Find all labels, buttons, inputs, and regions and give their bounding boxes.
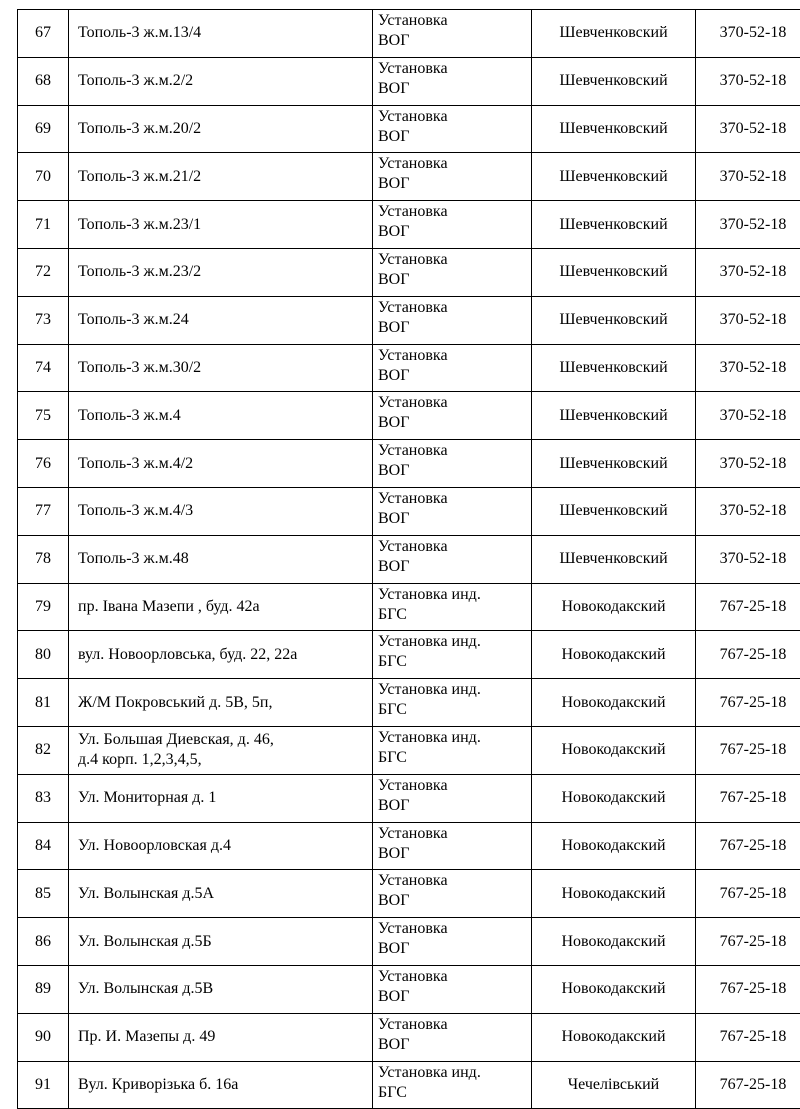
service-type-line: ВОГ	[378, 1035, 531, 1055]
phone-cell: 370-52-18	[696, 487, 800, 535]
address-cell: Ул. Волынская д.5В	[69, 965, 373, 1013]
address-cell: пр. Івана Мазепи , буд. 42а	[69, 583, 373, 631]
row-number: 75	[18, 392, 69, 440]
phone-cell: 370-52-18	[696, 201, 800, 249]
row-number: 84	[18, 822, 69, 870]
service-type-line: Установка	[378, 250, 531, 270]
district-cell: Шевченковский	[532, 105, 696, 153]
address-cell: Ул. Волынская д.5А	[69, 870, 373, 918]
address-cell: Тополь-3 ж.м.23/2	[69, 248, 373, 296]
service-type-line: Установка	[378, 59, 531, 79]
service-type-cell	[373, 679, 532, 727]
service-type-line: ВОГ	[378, 987, 531, 1007]
table-row	[18, 248, 800, 296]
service-type-line: ВОГ	[378, 366, 531, 386]
row-number: 77	[18, 487, 69, 535]
table-row	[18, 631, 800, 679]
service-type-line: ВОГ	[378, 557, 531, 577]
row-number: 80	[18, 631, 69, 679]
phone-cell: 767-25-18	[696, 1061, 800, 1109]
phone-cell: 370-52-18	[696, 248, 800, 296]
service-type-cell	[373, 535, 532, 583]
service-type-line: Установка	[378, 824, 531, 844]
district-cell: Шевченковский	[532, 248, 696, 296]
district-cell: Новокодакский	[532, 822, 696, 870]
service-type-line: Установка	[378, 107, 531, 127]
table-row	[18, 535, 800, 583]
service-type-line: БГС	[378, 1083, 531, 1103]
phone-cell: 370-52-18	[696, 57, 800, 105]
district-cell: Новокодакский	[532, 965, 696, 1013]
service-type-line: Установка инд.	[378, 728, 531, 748]
district-cell: Шевченковский	[532, 535, 696, 583]
row-number: 85	[18, 870, 69, 918]
row-number: 86	[18, 918, 69, 966]
service-type-cell	[373, 201, 532, 249]
row-number: 69	[18, 105, 69, 153]
row-number: 78	[18, 535, 69, 583]
table-row	[18, 440, 800, 488]
table-row	[18, 583, 800, 631]
address-cell: Тополь-3 ж.м.21/2	[69, 153, 373, 201]
row-number: 73	[18, 296, 69, 344]
service-type-line: ВОГ	[378, 509, 531, 529]
district-cell: Шевченковский	[532, 296, 696, 344]
table-row	[18, 57, 800, 105]
service-type-line: ВОГ	[378, 891, 531, 911]
service-type-cell	[373, 1013, 532, 1061]
address-cell: Тополь-3 ж.м.23/1	[69, 201, 373, 249]
address-cell: Тополь-3 ж.м.4/2	[69, 440, 373, 488]
phone-cell: 767-25-18	[696, 774, 800, 822]
phone-cell: 370-52-18	[696, 392, 800, 440]
service-type-cell	[373, 822, 532, 870]
service-type-cell	[373, 153, 532, 201]
table-row	[18, 822, 800, 870]
service-type-line: ВОГ	[378, 127, 531, 147]
service-type-line: Установка	[378, 154, 531, 174]
address-cell: Тополь-3 ж.м.13/4	[69, 10, 373, 58]
address-line: Ул. Большая Диевская, д. 46,	[78, 730, 372, 750]
table-row	[18, 1061, 800, 1109]
service-type-line: Установка	[378, 776, 531, 796]
service-type-line: ВОГ	[378, 796, 531, 816]
row-number: 81	[18, 679, 69, 727]
service-type-line: БГС	[378, 748, 531, 768]
row-number: 72	[18, 248, 69, 296]
phone-cell: 370-52-18	[696, 344, 800, 392]
service-type-line: Установка	[378, 489, 531, 509]
district-cell: Шевченковский	[532, 344, 696, 392]
address-cell: Тополь-3 ж.м.48	[69, 535, 373, 583]
district-cell: Новокодакский	[532, 726, 696, 774]
district-cell: Новокодакский	[532, 583, 696, 631]
service-type-line: Установка инд.	[378, 680, 531, 700]
district-cell: Шевченковский	[532, 392, 696, 440]
district-cell: Новокодакский	[532, 870, 696, 918]
table-row	[18, 774, 800, 822]
service-type-cell	[373, 918, 532, 966]
row-number: 74	[18, 344, 69, 392]
row-number: 67	[18, 10, 69, 58]
district-cell: Новокодакский	[532, 631, 696, 679]
district-cell: Шевченковский	[532, 57, 696, 105]
address-cell: Тополь-3 ж.м.4/3	[69, 487, 373, 535]
address-table	[17, 9, 800, 1109]
row-number: 76	[18, 440, 69, 488]
service-type-line: Установка	[378, 919, 531, 939]
service-type-line: Установка	[378, 202, 531, 222]
service-type-line: ВОГ	[378, 174, 531, 194]
service-type-line: Установка	[378, 1015, 531, 1035]
service-type-cell	[373, 726, 532, 774]
district-cell: Шевченковский	[532, 10, 696, 58]
service-type-cell	[373, 440, 532, 488]
service-type-line: Установка	[378, 537, 531, 557]
service-type-cell	[373, 631, 532, 679]
table-row	[18, 1013, 800, 1061]
service-type-cell	[373, 870, 532, 918]
address-cell: Ул. Новоорловская д.4	[69, 822, 373, 870]
address-cell: Тополь-3 ж.м.24	[69, 296, 373, 344]
service-type-line: ВОГ	[378, 844, 531, 864]
service-type-line: ВОГ	[378, 461, 531, 481]
table-row	[18, 296, 800, 344]
district-cell: Чечелівський	[532, 1061, 696, 1109]
row-number: 71	[18, 201, 69, 249]
service-type-line: Установка	[378, 441, 531, 461]
phone-cell: 767-25-18	[696, 870, 800, 918]
service-type-line: БГС	[378, 700, 531, 720]
row-number: 68	[18, 57, 69, 105]
table-row	[18, 105, 800, 153]
service-type-line: ВОГ	[378, 270, 531, 290]
service-type-line: БГС	[378, 605, 531, 625]
service-type-line: Установка	[378, 298, 531, 318]
service-type-line: БГС	[378, 652, 531, 672]
phone-cell: 370-52-18	[696, 535, 800, 583]
service-type-cell	[373, 296, 532, 344]
service-type-cell	[373, 392, 532, 440]
table-row	[18, 153, 800, 201]
address-cell: вул. Новоорловська, буд. 22, 22а	[69, 631, 373, 679]
row-number: 89	[18, 965, 69, 1013]
address-cell: Ж/М Покровський д. 5В, 5п,	[69, 679, 373, 727]
service-type-line: Установка инд.	[378, 585, 531, 605]
table-row	[18, 487, 800, 535]
service-type-cell	[373, 1061, 532, 1109]
district-cell: Новокодакский	[532, 774, 696, 822]
district-cell: Новокодакский	[532, 679, 696, 727]
table-row	[18, 918, 800, 966]
table-row	[18, 10, 800, 58]
phone-cell: 370-52-18	[696, 153, 800, 201]
district-cell: Шевченковский	[532, 487, 696, 535]
phone-cell: 370-52-18	[696, 105, 800, 153]
service-type-line: ВОГ	[378, 79, 531, 99]
service-type-line: Установка	[378, 11, 531, 31]
phone-cell: 370-52-18	[696, 440, 800, 488]
table-row	[18, 726, 800, 774]
phone-cell: 767-25-18	[696, 631, 800, 679]
address-cell: Тополь-3 ж.м.20/2	[69, 105, 373, 153]
phone-cell: 767-25-18	[696, 583, 800, 631]
address-cell: Вул. Криворізька б. 16а	[69, 1061, 373, 1109]
service-type-line: ВОГ	[378, 31, 531, 51]
phone-cell: 767-25-18	[696, 822, 800, 870]
service-type-cell	[373, 248, 532, 296]
service-type-cell	[373, 965, 532, 1013]
service-type-cell	[373, 583, 532, 631]
service-type-line: Установка инд.	[378, 1063, 531, 1083]
address-cell: Ул. Волынская д.5Б	[69, 918, 373, 966]
address-line: д.4 корп. 1,2,3,4,5,	[78, 750, 372, 770]
service-type-line: ВОГ	[378, 939, 531, 959]
district-cell: Новокодакский	[532, 918, 696, 966]
service-type-line: Установка	[378, 967, 531, 987]
phone-cell: 370-52-18	[696, 10, 800, 58]
phone-cell: 767-25-18	[696, 918, 800, 966]
table-row	[18, 344, 800, 392]
row-number: 90	[18, 1013, 69, 1061]
service-type-cell	[373, 57, 532, 105]
address-cell: Пр. И. Мазепы д. 49	[69, 1013, 373, 1061]
service-type-line: ВОГ	[378, 318, 531, 338]
service-type-cell	[373, 487, 532, 535]
row-number: 70	[18, 153, 69, 201]
address-cell: Тополь-3 ж.м.2/2	[69, 57, 373, 105]
address-cell: Тополь-3 ж.м.4	[69, 392, 373, 440]
service-type-line: Установка инд.	[378, 632, 531, 652]
table-row	[18, 679, 800, 727]
table-row	[18, 870, 800, 918]
phone-cell: 370-52-18	[696, 296, 800, 344]
phone-cell: 767-25-18	[696, 726, 800, 774]
service-type-cell	[373, 344, 532, 392]
phone-cell: 767-25-18	[696, 679, 800, 727]
row-number: 79	[18, 583, 69, 631]
service-type-line: ВОГ	[378, 222, 531, 242]
table-row	[18, 965, 800, 1013]
district-cell: Новокодакский	[532, 1013, 696, 1061]
row-number: 82	[18, 726, 69, 774]
table-row	[18, 392, 800, 440]
address-cell	[69, 726, 373, 774]
service-type-line: ВОГ	[378, 413, 531, 433]
district-cell: Шевченковский	[532, 440, 696, 488]
address-cell: Тополь-3 ж.м.30/2	[69, 344, 373, 392]
service-type-cell	[373, 105, 532, 153]
phone-cell: 767-25-18	[696, 965, 800, 1013]
district-cell: Шевченковский	[532, 201, 696, 249]
row-number: 83	[18, 774, 69, 822]
address-cell: Ул. Мониторная д. 1	[69, 774, 373, 822]
table-body	[18, 10, 800, 1109]
service-type-line: Установка	[378, 393, 531, 413]
service-type-cell	[373, 774, 532, 822]
row-number: 91	[18, 1061, 69, 1109]
service-type-cell	[373, 10, 532, 58]
phone-cell: 767-25-18	[696, 1013, 800, 1061]
service-type-line: Установка	[378, 346, 531, 366]
district-cell: Шевченковский	[532, 153, 696, 201]
table-row	[18, 201, 800, 249]
service-type-line: Установка	[378, 871, 531, 891]
